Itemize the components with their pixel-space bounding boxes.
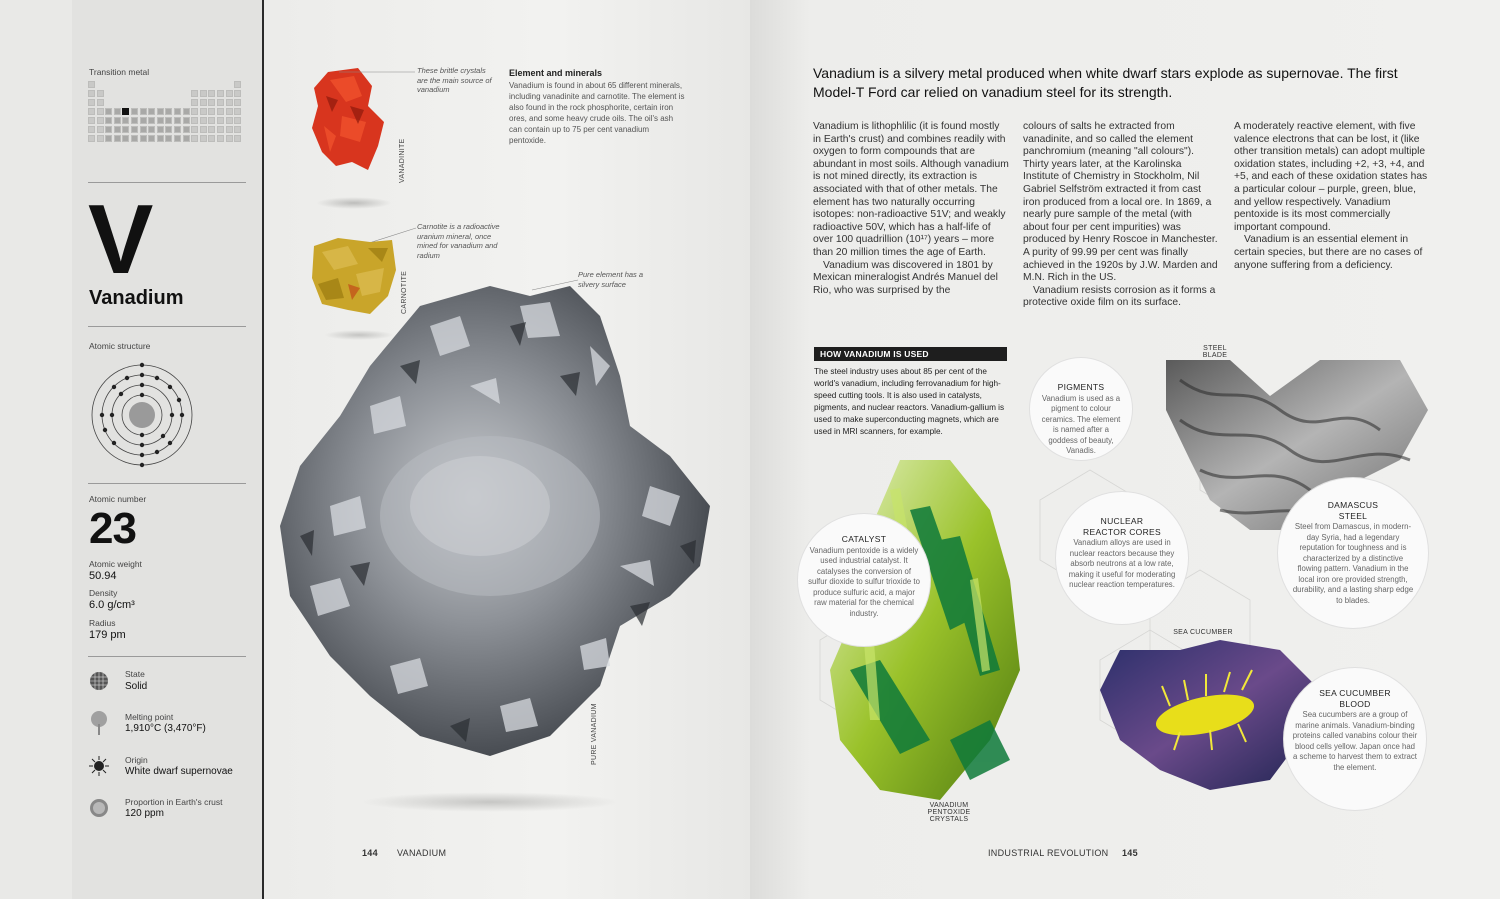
vanadinite-label: VANADINITE (399, 138, 406, 183)
crust-value: 120 ppm (125, 808, 164, 819)
origin-value: White dwarf supernovae (125, 766, 233, 777)
periodic-cell (183, 117, 190, 124)
nuclear-title: NUCLEAR REACTOR CORES (1083, 516, 1161, 537)
periodic-cell (131, 126, 138, 133)
periodic-table-icon (88, 81, 246, 157)
crust-label: Proportion in Earth's crust (125, 797, 223, 807)
periodic-cell (226, 117, 233, 124)
periodic-cell (217, 108, 224, 115)
shadow (360, 792, 620, 812)
divider (88, 656, 246, 657)
periodic-cell (148, 135, 155, 142)
atomic-weight: 50.94 (89, 570, 117, 582)
periodic-cell (88, 108, 95, 115)
pigments-body: Vanadium is used as a pigment to colour ceramics. The element is named after a goddess of beauty, Vanadis. (1041, 393, 1121, 455)
periodic-cell (174, 108, 181, 115)
periodic-cell (157, 117, 164, 124)
damascus-body: Steel from Damascus, in modern-day Syria, had a legendary reputation for toughness and is characterized by a distinctive flowing pattern. Vanadium in the local iron ore provided strength, durability, and a lasting sharp edge to blades. (1292, 522, 1414, 605)
atomic-structure-diagram (89, 362, 195, 468)
periodic-cell (88, 81, 95, 88)
periodic-cell (174, 126, 181, 133)
periodic-cell (88, 126, 95, 133)
minerals-body: Vanadium is found in about 65 different minerals, including vanadinite and carnotite. The element is also found in the rock phosphorite, certain iron ores, and some heavy crude oils. The oil's ash can contain up to 75 per cent vanadium pentoxide. (509, 81, 685, 145)
periodic-cell (140, 126, 147, 133)
element-symbol: V (88, 184, 152, 294)
periodic-cell (88, 90, 95, 97)
melting-point-value: 1,910°C (3,470°F) (125, 723, 206, 734)
periodic-cell (191, 90, 198, 97)
periodic-cell (200, 117, 207, 124)
periodic-cell (226, 99, 233, 106)
leader-line (530, 278, 582, 292)
catalyst-body: Vanadium pentoxide is a widely used industrial catalyst. It catalyses the conversion of sulfur dioxide to sulfur trioxide to produce sulfuric acid, a major raw material for the chemical industry. (808, 545, 920, 618)
atomic-number-label: Atomic number (89, 494, 147, 504)
pure-vanadium-image (270, 266, 730, 786)
periodic-cell (122, 135, 129, 142)
periodic-cell (208, 90, 215, 97)
periodic-cell (217, 117, 224, 124)
density: 6.0 g/cm³ (89, 599, 135, 611)
periodic-cell (122, 108, 129, 115)
periodic-cell (183, 108, 190, 115)
nuclear-body: Vanadium alloys are used in nuclear reactors because they absorb neutrons at a low rate, making it useful for moderating nuclear reaction temperatures. (1068, 538, 1176, 589)
leader-line (339, 66, 419, 78)
text-column-3 (1234, 121, 1430, 272)
periodic-cell (131, 135, 138, 142)
periodic-cell (217, 126, 224, 133)
periodic-cell (234, 126, 241, 133)
leader-line (370, 226, 418, 244)
periodic-cell (226, 108, 233, 115)
periodic-cell (191, 126, 198, 133)
periodic-cell (174, 135, 181, 142)
periodic-cell (208, 126, 215, 133)
how-used-title: HOW VANADIUM IS USED (814, 347, 1007, 361)
divider (88, 483, 246, 484)
state-solid-icon (89, 671, 109, 691)
sea-cucumber-title: SEA CUCUMBER BLOOD (1319, 688, 1391, 709)
periodic-cell (114, 126, 121, 133)
divider (88, 182, 246, 183)
radius-label: Radius (89, 618, 116, 628)
text-column-2 (1023, 121, 1219, 310)
periodic-cell (88, 99, 95, 106)
periodic-cell (234, 135, 241, 142)
periodic-cell (97, 90, 104, 97)
periodic-cell (157, 135, 164, 142)
vanadinite-caption: These brittle crystals are the main source of vanadium (417, 66, 492, 94)
periodic-cell (234, 117, 241, 124)
catalyst-title: CATALYST (841, 534, 887, 544)
periodic-cell (208, 117, 215, 124)
periodic-cell (148, 108, 155, 115)
periodic-cell (131, 108, 138, 115)
periodic-cell (105, 117, 112, 124)
how-used-body: The steel industry uses about 85 per cent of the world's vanadium, including ferrovanadium for high-speed cutting tools. It is also used in catalysts, pigments, and nuclear reactors. Vanadium-gallium is used to make superconducting magnets, which are used in MRI scanners, for example. (814, 367, 1005, 436)
periodic-cell (97, 135, 104, 142)
divider (88, 326, 246, 327)
steel-blade-label: STEEL BLADE (1202, 345, 1228, 359)
periodic-cell (165, 117, 172, 124)
periodic-cell (191, 99, 198, 106)
periodic-cell (140, 117, 147, 124)
periodic-cell (217, 135, 224, 142)
periodic-cell (148, 126, 155, 133)
atomic-number: 23 (89, 504, 136, 553)
periodic-cell (105, 135, 112, 142)
origin-label: Origin (125, 755, 148, 765)
periodic-cell (88, 135, 95, 142)
sea-cucumber-label: SEA CUCUMBER (1173, 629, 1233, 636)
shadow (316, 197, 392, 209)
periodic-cell (131, 117, 138, 124)
running-head-right: INDUSTRIAL REVOLUTION (988, 848, 1109, 858)
periodic-cell (114, 135, 121, 142)
periodic-cell (105, 108, 112, 115)
supernova-icon (89, 756, 109, 776)
running-head-left: VANADIUM (397, 848, 447, 858)
sea-cucumber-circle (1284, 668, 1426, 810)
thermometer-icon (89, 710, 109, 736)
crust-icon (89, 798, 109, 818)
intro-headline: Vanadium is a silvery metal produced when white dwarf stars explode as supernovae. The first Model-T Ford car relied on vanadium steel for its strength. (813, 65, 1398, 100)
periodic-cell (234, 90, 241, 97)
periodic-cell (234, 108, 241, 115)
state-value: Solid (125, 681, 148, 692)
catalyst-circle (798, 514, 930, 646)
paragraph: Vanadium is lithophlilic (it is found mostly in Earth's crust) and combines readily with oxygen to form compounds that are abundant in most soils. Although vanadium is not mined directly, its extraction is associated with that of other metals. The element has two naturally occurring isotopes: non-radioactive 51V; and weakly radioactive 50V, which has a half-life of over 100 quadrillion (10¹⁷) years – more than 20 million times the age of Earth. (813, 121, 1009, 258)
periodic-cell (234, 81, 241, 88)
periodic-cell (114, 108, 121, 115)
paragraph: A moderately reactive element, with five valence electrons that can be lost, it (like other transition metals) can adopt multiple oxidation states, including +2, +3, +4, and +5, and each of these oxidation states has a particular colour – purple, green, blue, and yellow respectively. Vanadium pentoxide is its most commercially important compound. (1234, 121, 1428, 233)
atomic-structure-label: Atomic structure (89, 341, 151, 351)
minerals-title: Element and minerals (509, 68, 603, 78)
periodic-cell (97, 108, 104, 115)
periodic-cell (105, 126, 112, 133)
density-label: Density (89, 588, 118, 598)
carnotite-label: CARNOTITE (401, 270, 408, 314)
periodic-cell (226, 135, 233, 142)
carnotite-caption: Carnotite is a radioactive uranium mineral, once mined for vanadium and radium (417, 222, 500, 260)
paragraph: Vanadium resists corrosion as it forms a protective oxide film on its surface. (1023, 284, 1216, 309)
periodic-cell (208, 135, 215, 142)
periodic-cell (114, 117, 121, 124)
periodic-cell (97, 117, 104, 124)
periodic-cell (217, 99, 224, 106)
state-label: State (125, 669, 145, 679)
periodic-cell (226, 90, 233, 97)
atomic-weight-label: Atomic weight (89, 559, 142, 569)
sidebar-divider (262, 0, 264, 899)
paragraph: Vanadium is an essential element in certain species, but there are no cases of anyone suffering from a deficiency. (1234, 234, 1423, 271)
periodic-cell (97, 99, 104, 106)
periodic-cell (165, 108, 172, 115)
damascus-title: DAMASCUS STEEL (1327, 500, 1379, 521)
periodic-cell (148, 117, 155, 124)
crystals-label: VANADIUM PENTOXIDE CRYSTALS (927, 802, 971, 823)
pigments-circle (1030, 358, 1132, 460)
periodic-cell (157, 108, 164, 115)
periodic-cell (208, 99, 215, 106)
periodic-cell (234, 99, 241, 106)
periodic-cell (165, 135, 172, 142)
periodic-cell (183, 135, 190, 142)
sea-cucumber-body: Sea cucumbers are a group of marine animals. Vanadium-binding proteins called vanabins colour their blood cells yellow. Japan once had a scheme to harvest them to extract the element. (1292, 710, 1418, 772)
radius: 179 pm (89, 629, 126, 641)
periodic-cell (217, 90, 224, 97)
text-column-1 (813, 121, 1009, 297)
periodic-cell (97, 126, 104, 133)
pure-vanadium-label: PURE VANADIUM (591, 703, 598, 765)
page-number-right: 145 (1122, 848, 1138, 858)
periodic-cell (200, 90, 207, 97)
periodic-cell (226, 126, 233, 133)
nuclear-circle (1056, 492, 1188, 624)
page-number-left: 144 (362, 848, 378, 858)
vanadinite-image (306, 66, 406, 176)
paragraph: colours of salts he extracted from vanadinite, and so called the element panchromium (meaning "all colours"). Thirty years later, at the Karolinska Institute of Chemistry in Stockholm, Nil Gabriel Selfström extracted it from cast iron produced from a local ore. In 1869, a nearly pure sample of the metal (with about four per cent impurities) was produced by Henry Roscoe in Manchester. A purity of 99.99 per cent was finally achieved in the 1920s by J.W. Marden and M.N. Rich in the US. (1023, 121, 1218, 284)
periodic-cell (191, 117, 198, 124)
periodic-cell (200, 108, 207, 115)
pigments-title: PIGMENTS (1057, 382, 1105, 392)
periodic-cell (140, 108, 147, 115)
periodic-cell (191, 135, 198, 142)
periodic-cell (157, 126, 164, 133)
pure-vanadium-caption: Pure element has a silvery surface (578, 270, 644, 289)
periodic-cell (200, 135, 207, 142)
periodic-cell (200, 99, 207, 106)
melting-point-label: Melting point (125, 712, 174, 722)
element-name: Vanadium (89, 287, 184, 309)
periodic-cell (200, 126, 207, 133)
periodic-cell (88, 117, 95, 124)
periodic-cell (122, 117, 129, 124)
periodic-cell (191, 108, 198, 115)
periodic-cell (140, 135, 147, 142)
periodic-cell (122, 126, 129, 133)
paragraph: Vanadium was discovered in 1801 by Mexican mineralogist Andrés Manuel del Rio, who was surprised by the (813, 259, 998, 296)
periodic-cell (183, 126, 190, 133)
periodic-cell (165, 126, 172, 133)
periodic-cell (174, 117, 181, 124)
damascus-circle (1278, 478, 1428, 628)
periodic-cell (208, 108, 215, 115)
element-category: Transition metal (89, 67, 150, 77)
